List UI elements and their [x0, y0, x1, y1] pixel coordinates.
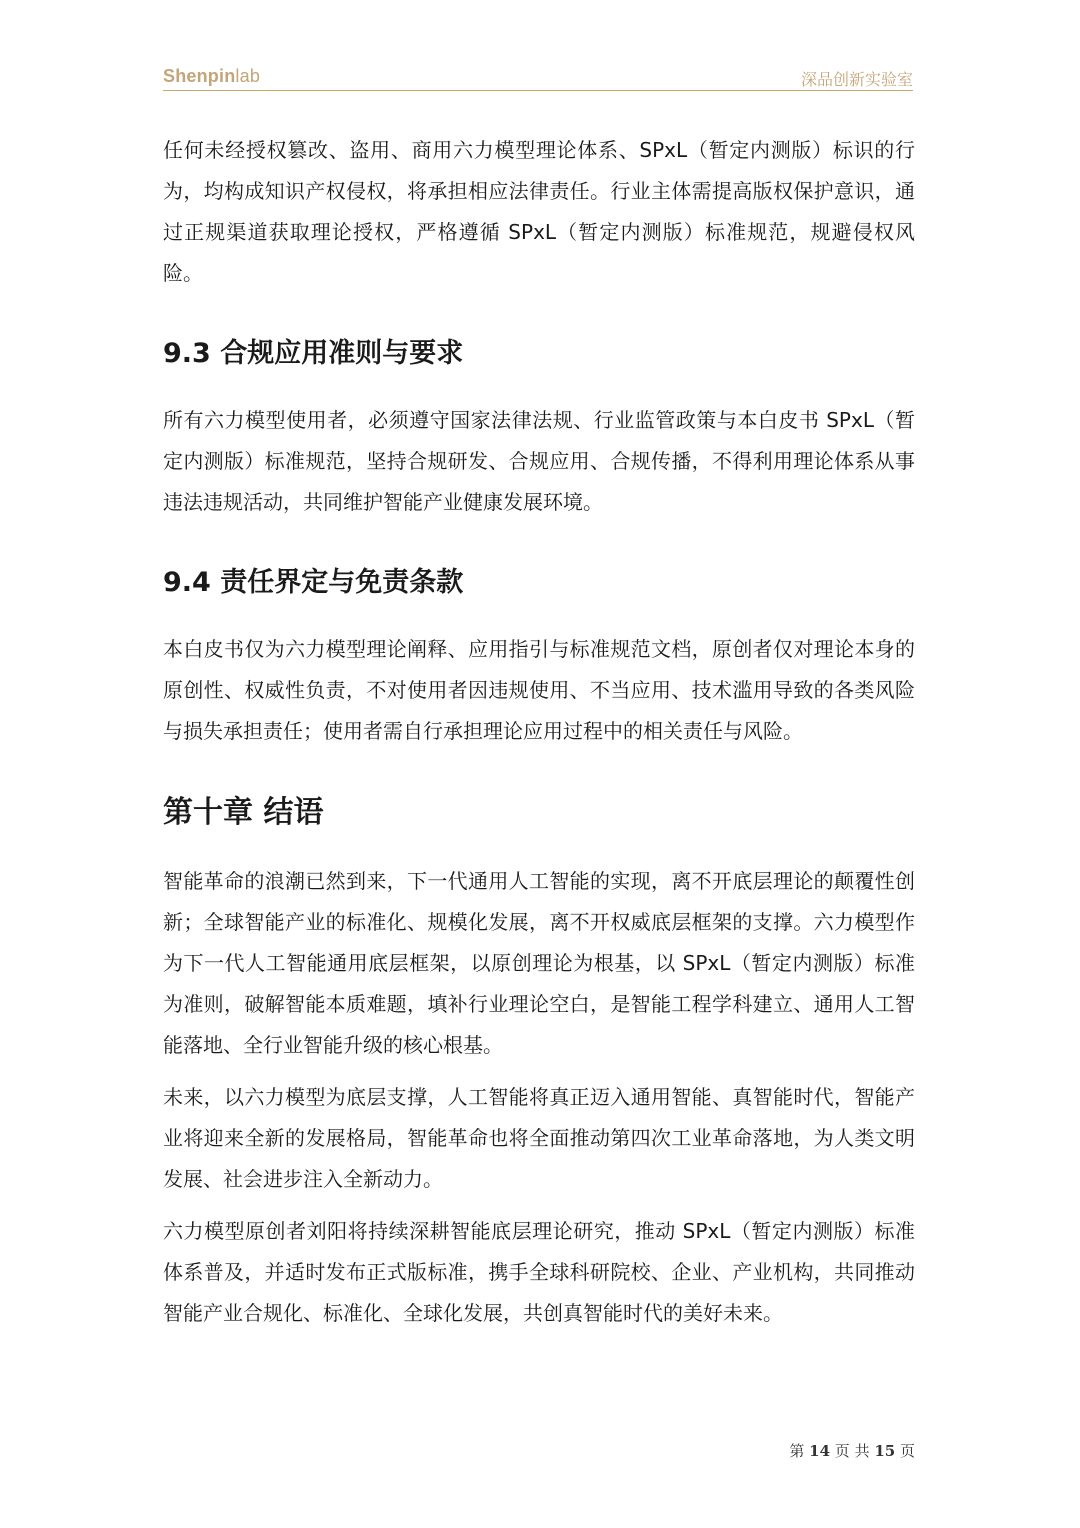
chapter-10-paragraph-1: 智能革命的浪潮已然到来，下一代通用人工智能的实现，离不开底层理论的颠覆性创新；全球智能产业的标准化、规模化发展，离不开权威底层框架的支撑。六力模型作为下一代人工智能通用底层框架，以原创理论为根基，以 SPxL（暂定内测版）标准为准则，破解智能本质难题，填补行业理论空白，是智能工程学科建立、通用人工智能落地、全行业智能升级的核心根基。	[163, 869, 915, 1057]
chapter-10-paragraph-3: 六力模型原创者刘阳将持续深耕智能底层理论研究，推动 SPxL（暂定内测版）标准体系普及，并适时发布正式版标准，携手全球科研院校、企业、产业机构，共同推动智能产业合规化、标准化、全球化发展，共创真智能时代的美好未来。	[163, 1219, 915, 1325]
page-number-footer	[789, 1440, 915, 1461]
section-paragraph-9-4: 本白皮书仅为六力模型理论阐释、应用指引与标准规范文档，原创者仅对理论本身的原创性、权威性负责，不对使用者因违规使用、不当应用、技术滥用导致的各类风险与损失承担责任；使用者需自行承担理论应用过程中的相关责任与风险。	[163, 637, 915, 743]
chapter-10-paragraph-2: 未来，以六力模型为底层支撑，人工智能将真正迈入通用智能、真智能时代，智能产业将迎来全新的发展格局，智能革命也将全面推动第四次工业革命落地，为人类文明发展、社会进步注入全新动力。	[163, 1085, 915, 1191]
footer-suffix: 页	[895, 1442, 915, 1460]
current-page-number: 14	[809, 1442, 831, 1460]
page-content	[163, 130, 915, 1345]
brand-logo	[163, 66, 260, 87]
intro-paragraph: 任何未经授权篡改、盗用、商用六力模型理论体系、SPxL（暂定内测版）标识的行为，均构成知识产权侵权，将承担相应法律责任。行业主体需提高版权保护意识，通过正规渠道获取理论授权，严格遵循 SPxL（暂定内测版）标准规范，规避侵权风险。	[163, 138, 915, 285]
section-heading-9-3: 9.3 合规应用准则与要求	[163, 338, 464, 369]
footer-middle: 页 共	[830, 1442, 875, 1460]
section-paragraph-9-3: 所有六力模型使用者，必须遵守国家法律法规、行业监管政策与本白皮书 SPxL（暂定内测版）标准规范，坚持合规研发、合规应用、合规传播，不得利用理论体系从事违法违规活动，共同维护智能产业健康发展环境。	[163, 408, 915, 514]
brand-logo-light: lab	[235, 66, 261, 86]
chapter-heading-10: 第十章 结语	[163, 795, 324, 830]
chapter-10-body	[163, 861, 915, 1334]
footer-prefix: 第	[789, 1442, 810, 1460]
brand-logo-bold: Shenpin	[163, 66, 236, 86]
total-page-number: 15	[874, 1442, 896, 1460]
page-header	[163, 66, 913, 91]
section-heading-9-4: 9.4 责任界定与免责条款	[163, 567, 464, 598]
lab-name: 深品创新实验室	[800, 70, 913, 89]
